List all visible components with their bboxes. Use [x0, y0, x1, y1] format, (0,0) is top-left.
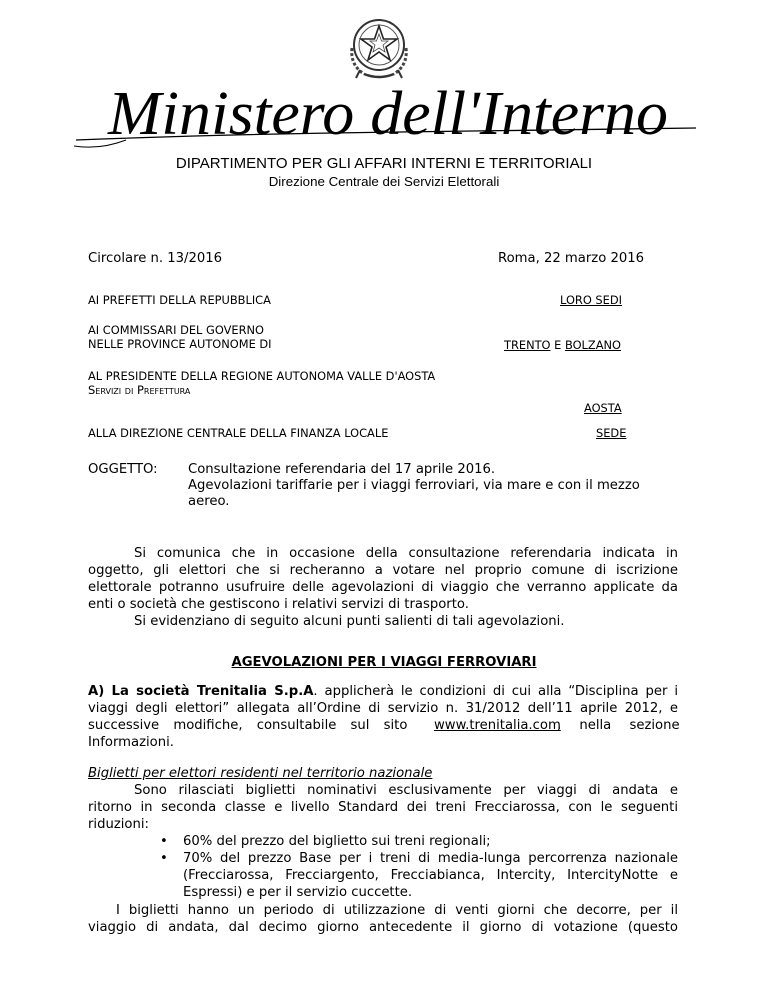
subject-line-3: aereo.: [188, 494, 230, 509]
bullet-marker-2: •: [160, 851, 168, 866]
intro-line-3: elettorale potranno usufruire delle agevolazioni di viaggio che verranno applicate da: [88, 580, 678, 595]
trenitalia-name: A) La società Trenitalia S.p.A: [88, 684, 314, 699]
recipient-dest-trento-bolzano: [504, 338, 621, 352]
recipient-dest-loro-sedi: LORO SEDI: [560, 293, 622, 307]
intro-line-1: Si comunica che in occasione della consultazione referendaria indicata in: [134, 546, 678, 561]
ministry-name: Ministero dell'Interno: [106, 80, 669, 148]
paragraph-a-line-1: [88, 683, 678, 700]
recipient-dest-sede: SEDE: [596, 426, 627, 440]
paragraph-c-line-1: I biglietti hanno un periodo di utilizzazione di venti giorni che decorre, per il: [116, 903, 678, 918]
intro-line-2: oggetto, gli elettori che si recheranno a votare nel proprio comune di iscrizione: [88, 563, 678, 578]
recipient-commissari: AI COMMISSARI DEL GOVERNO: [88, 323, 264, 337]
recipient-dest-aosta: AOSTA: [584, 401, 622, 415]
ministry-title-logo: [70, 70, 700, 162]
recipient-prefetti: AI PREFETTI DELLA REPUBBLICA: [88, 293, 271, 307]
bullet-marker-1: •: [160, 834, 168, 849]
paragraph-a-rest: . applicherà le condizioni di cui alla “Disciplina per i: [313, 684, 678, 699]
paragraph-a-line-3-pre: successive modifiche, consultabile sul sito: [88, 718, 408, 733]
intro-line-4: enti o società che gestiscono i relativi servizi di trasporto.: [88, 597, 469, 612]
bullet-2-line-2: (Frecciarossa, Frecciargento, Frecciabianca, Intercity, IntercityNotte e: [183, 868, 678, 883]
direction-name: Direzione Centrale dei Servizi Elettorali: [268, 174, 500, 189]
place-date: Roma, 22 marzo 2016: [498, 251, 645, 266]
paragraph-c-line-2: viaggio di andata, dal decimo giorno antecedente il giorno di votazione (questo: [88, 920, 678, 935]
bullet-2-line-1: 70% del prezzo Base per i treni di media-lunga percorrenza nazionale: [183, 851, 678, 866]
dest-trento: TRENTO: [504, 338, 551, 352]
paragraph-b-line-3: riduzioni:: [88, 817, 149, 832]
recipient-presidente: AL PRESIDENTE DELLA REGIONE AUTONOMA VALLE D'AOSTA: [88, 369, 436, 383]
section-title: AGEVOLAZIONI PER I VIAGGI FERROVIARI: [231, 655, 537, 670]
bullet-2-line-3: Espressi) e per il servizio cuccette.: [183, 885, 413, 900]
bullet-1-text: 60% del prezzo del biglietto sui treni regionali;: [183, 834, 491, 849]
paragraph-b-line-1: Sono rilasciati biglietti nominativi esclusivamente per viaggi di andata e: [134, 783, 678, 798]
department-name: DIPARTIMENTO PER GLI AFFARI INTERNI E TERRITORIALI: [175, 155, 593, 172]
recipient-finanza-locale: ALLA DIREZIONE CENTRALE DELLA FINANZA LOCALE: [88, 426, 389, 440]
trenitalia-link[interactable]: www.trenitalia.com: [434, 718, 561, 733]
dest-and: E: [550, 338, 565, 352]
subject-label: OGGETTO:: [88, 462, 158, 477]
dest-bolzano: BOLZANO: [564, 338, 621, 352]
subheading-residenti: Biglietti per elettori residenti nel territorio nazionale: [88, 766, 433, 781]
paragraph-a-line-3: [88, 717, 678, 734]
recipient-servizi-prefettura: Servizi di Prefettura: [88, 383, 191, 397]
paragraph-b-line-2: ritorno in seconda classe e livello Standard dei treni Frecciarossa, con le seguenti: [88, 800, 678, 815]
intro-line-5: Si evidenziano di seguito alcuni punti salienti di tali agevolazioni.: [134, 614, 565, 629]
recipient-commissari-line2: NELLE PROVINCE AUTONOME DI: [88, 337, 272, 351]
paragraph-a-line-3-post: , nella sezione: [557, 718, 680, 733]
circular-number: Circolare n. 13/2016: [88, 251, 223, 266]
paragraph-a-line-4: Informazioni.: [88, 735, 174, 750]
subject-line-2: Agevolazioni tariffarie per i viaggi ferroviari, via mare e con il mezzo: [188, 478, 640, 493]
paragraph-a-line-2: viaggi degli elettori” allegata all’Ordine di servizio n. 31/2012 dell’11 aprile 2012, e: [88, 701, 678, 716]
subject-line-1: Consultazione referendaria del 17 aprile 2016.: [188, 462, 496, 477]
